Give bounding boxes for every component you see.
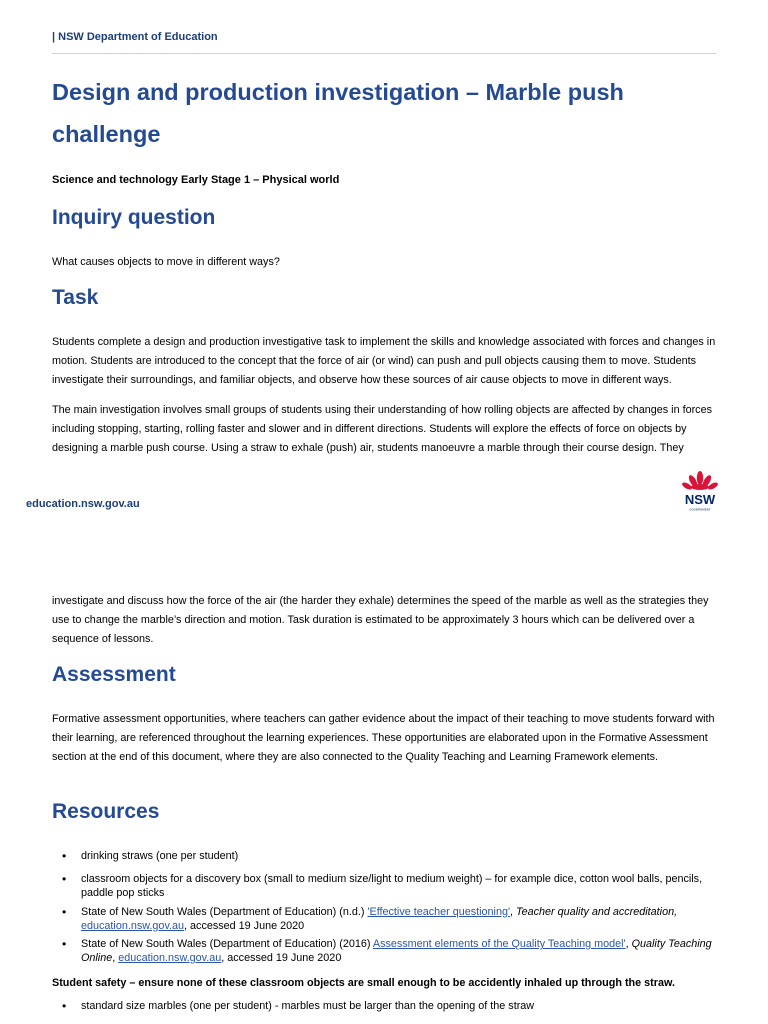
effective-questioning-link[interactable]: 'Effective teacher questioning' <box>367 906 511 918</box>
citation-source: Quality Teaching Online <box>81 938 712 964</box>
separator: , <box>510 906 517 918</box>
citation-accessed: , accessed 19 June 2020 <box>221 952 342 964</box>
list-item <box>52 999 720 1013</box>
inquiry-heading: Inquiry question <box>52 206 216 229</box>
footer-url[interactable]: education.nsw.gov.au <box>26 498 140 510</box>
list-item <box>52 872 720 900</box>
education-link[interactable]: education.nsw.gov.au <box>81 920 185 932</box>
citation-prefix: State of New South Wales (Department of Education) (2016) <box>81 938 373 950</box>
task-paragraph-2-continued: investigate and discuss how the force of the air (the harder they exhale) determines the speed of the marble as well as the strategies they use to change the marble’s direction and motion. Task duration is estimated to be approximately 3 hours which can be delivered over a sequence of lessons. <box>52 595 709 645</box>
quality-teaching-link[interactable]: Assessment elements of the Quality Teaching model' <box>372 938 626 950</box>
header-divider <box>52 53 716 54</box>
citation-source: Teacher quality and accreditation, <box>516 906 678 918</box>
nsw-government-logo <box>680 470 720 512</box>
task-heading: Task <box>52 286 99 309</box>
assessment-heading: Assessment <box>52 663 176 686</box>
logo-subtext: GOVERNMENT <box>689 507 711 512</box>
list-item <box>52 905 720 933</box>
page-title: Design and production investigation – Marble push challenge <box>52 79 624 147</box>
resource-classroom-objects: classroom objects for a discovery box (small to medium size/light to medium weight) – for example dice, cotton wool balls, pencils, paddle pop sticks <box>81 873 703 899</box>
subtitle: Science and technology Early Stage 1 – Physical world <box>52 174 340 186</box>
separator: , <box>625 938 632 950</box>
department-header: | NSW Department of Education <box>52 31 218 43</box>
resources-list-2 <box>52 999 720 1013</box>
citation-prefix: State of New South Wales (Department of Education) (n.d.) <box>81 906 368 918</box>
list-item <box>52 849 720 863</box>
list-item <box>52 937 720 965</box>
student-safety-note: Student safety – ensure none of these classroom objects are small enough to be accidently inhaled up through the straw. <box>52 977 675 989</box>
resources-heading: Resources <box>52 800 160 823</box>
logo-text: NSW <box>684 492 716 507</box>
resource-straws: drinking straws (one per student) <box>81 850 239 862</box>
assessment-text: Formative assessment opportunities, where teachers can gather evidence about the impact of their teaching to move students forward with their learning, are referenced throughout the learning experiences. These opportunities are elaborated upon in the Formative Assessment section at the end of this document, where they are also connected to the Quality Teaching and Learning Framework elements. <box>52 713 715 763</box>
separator: , <box>112 952 119 964</box>
resources-list <box>52 849 720 965</box>
citation-accessed: , accessed 19 June 2020 <box>184 920 305 932</box>
resource-marbles: standard size marbles (one per student) - marbles must be larger than the opening of the straw <box>81 1000 535 1012</box>
task-paragraph-2: The main investigation involves small groups of students using their understanding of how rolling objects are affected by changes in forces including stopping, starting, rolling faster and slower and in different directions. Students will explore the effects of force on objects by designing a marble push course. Using a straw to exhale (push) air, students manoeuvre a marble through their course design. They <box>52 404 712 454</box>
education-link[interactable]: education.nsw.gov.au <box>118 952 222 964</box>
task-paragraph-1: Students complete a design and production investigative task to implement the skills and knowledge associated with forces and changes in motion. Students are introduced to the concept that the force of air (or wind) can push and pull objects causing them to move. Students investigate their surroundings, and familiar objects, and observe how these sources of air cause objects to move in different ways. <box>52 336 716 386</box>
inquiry-text: What causes objects to move in different ways? <box>52 256 280 268</box>
